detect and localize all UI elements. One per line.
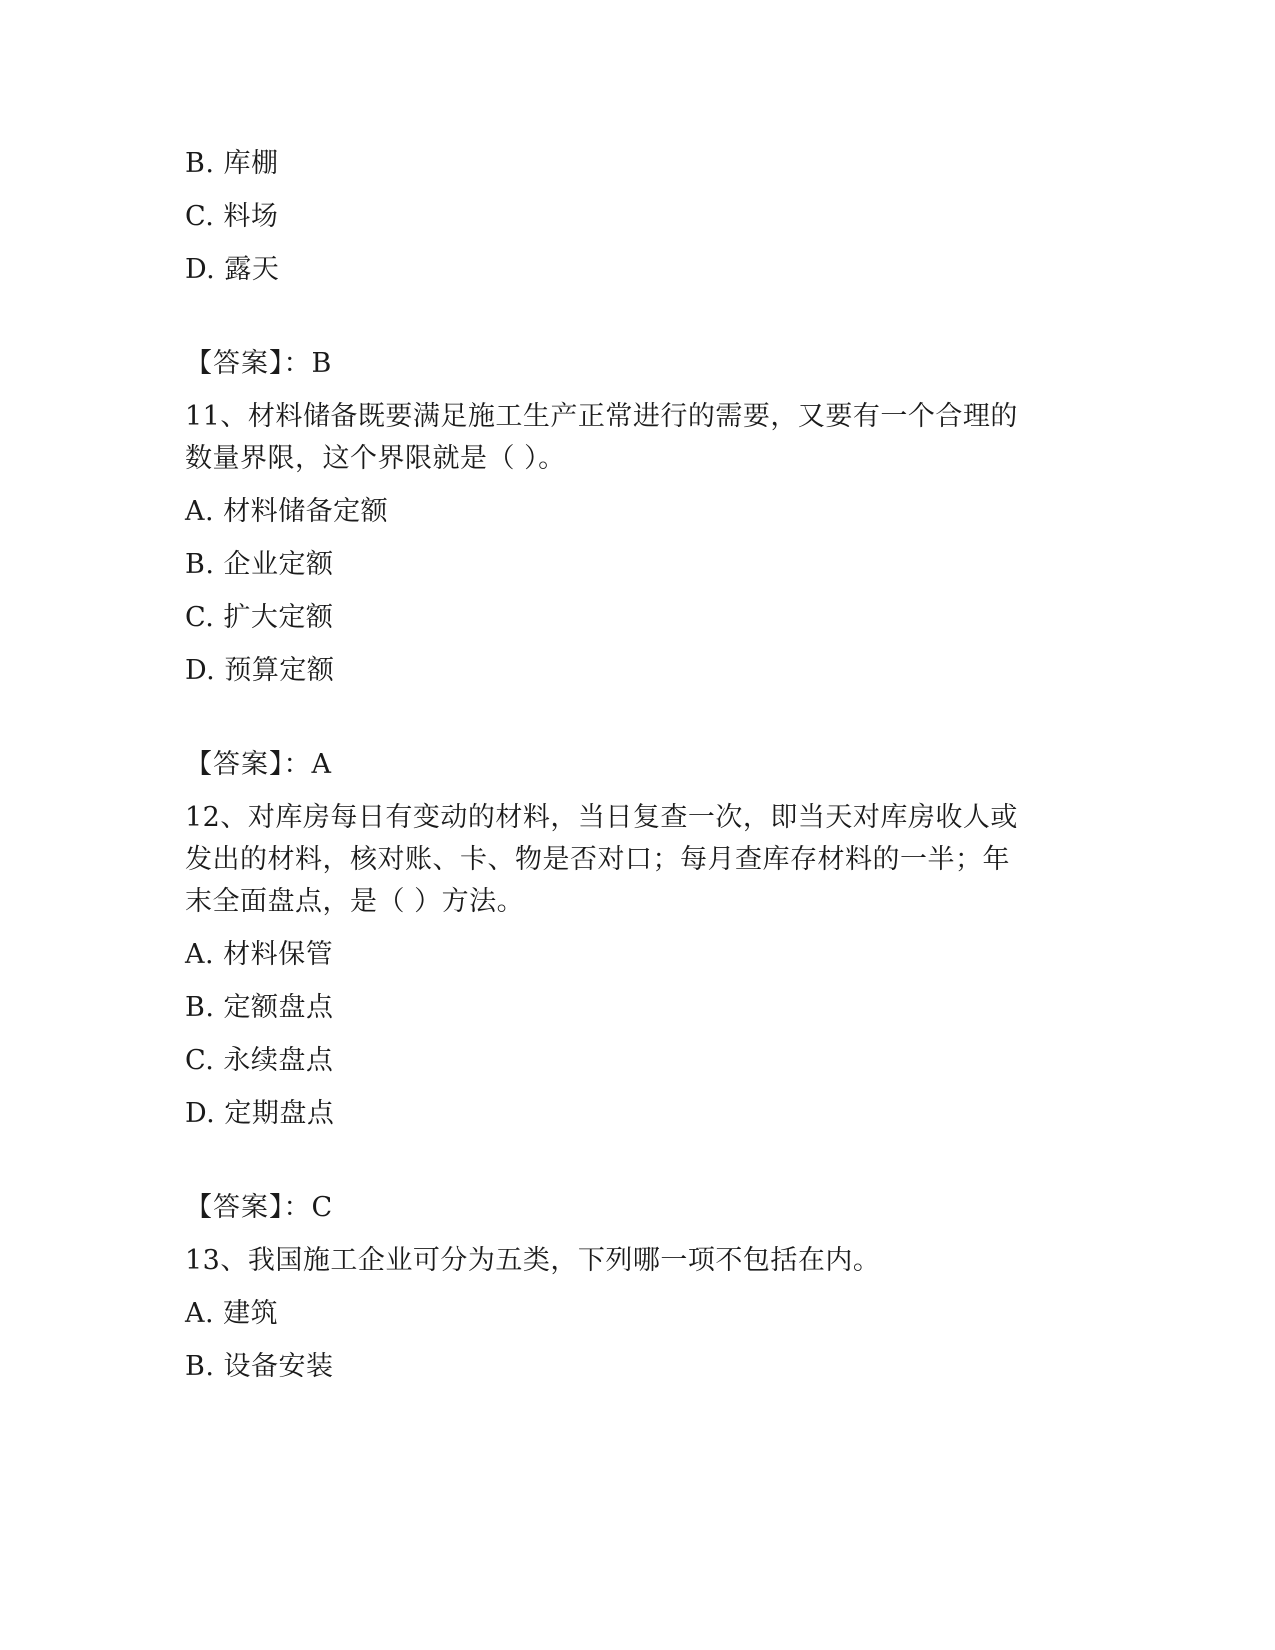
question-stem-line: 13、我国施工企业可分为五类，下列哪一项不包括在内。 bbox=[185, 1245, 881, 1276]
question-stem-line: 12、对库房每日有变动的材料，当日复查一次，即当天对库房收人或 bbox=[185, 802, 1018, 833]
option-b: B. 企业定额 bbox=[185, 549, 334, 580]
question-stem-line: 发出的材料，核对账、卡、物是否对口；每月查库存材料的一半；年 bbox=[185, 844, 1010, 875]
question-stem-line: 末全面盘点，是（ ）方法。 bbox=[185, 886, 525, 917]
option-a: A. 材料储备定额 bbox=[185, 496, 389, 527]
question-stem-line: 数量界限，这个界限就是（ ）。 bbox=[185, 443, 566, 474]
option-c: C. 扩大定额 bbox=[185, 602, 334, 633]
answer-line: 【答案】：B bbox=[185, 348, 333, 379]
option-b: B. 设备安装 bbox=[185, 1351, 334, 1382]
option-d: D. 露天 bbox=[185, 254, 280, 285]
answer-line: 【答案】：C bbox=[185, 1192, 334, 1223]
option-c: C. 料场 bbox=[185, 201, 279, 232]
option-d: D. 预算定额 bbox=[185, 655, 335, 686]
option-a: A. 建筑 bbox=[185, 1298, 279, 1329]
option-a: A. 材料保管 bbox=[185, 939, 334, 970]
question-stem-line: 11、材料储备既要满足施工生产正常进行的需要，又要有一个合理的 bbox=[185, 401, 1018, 432]
option-b: B. 定额盘点 bbox=[185, 992, 334, 1023]
option-c: C. 永续盘点 bbox=[185, 1045, 334, 1076]
option-b: B. 库棚 bbox=[185, 148, 279, 179]
option-d: D. 定期盘点 bbox=[185, 1098, 335, 1129]
answer-line: 【答案】：A bbox=[185, 749, 332, 780]
